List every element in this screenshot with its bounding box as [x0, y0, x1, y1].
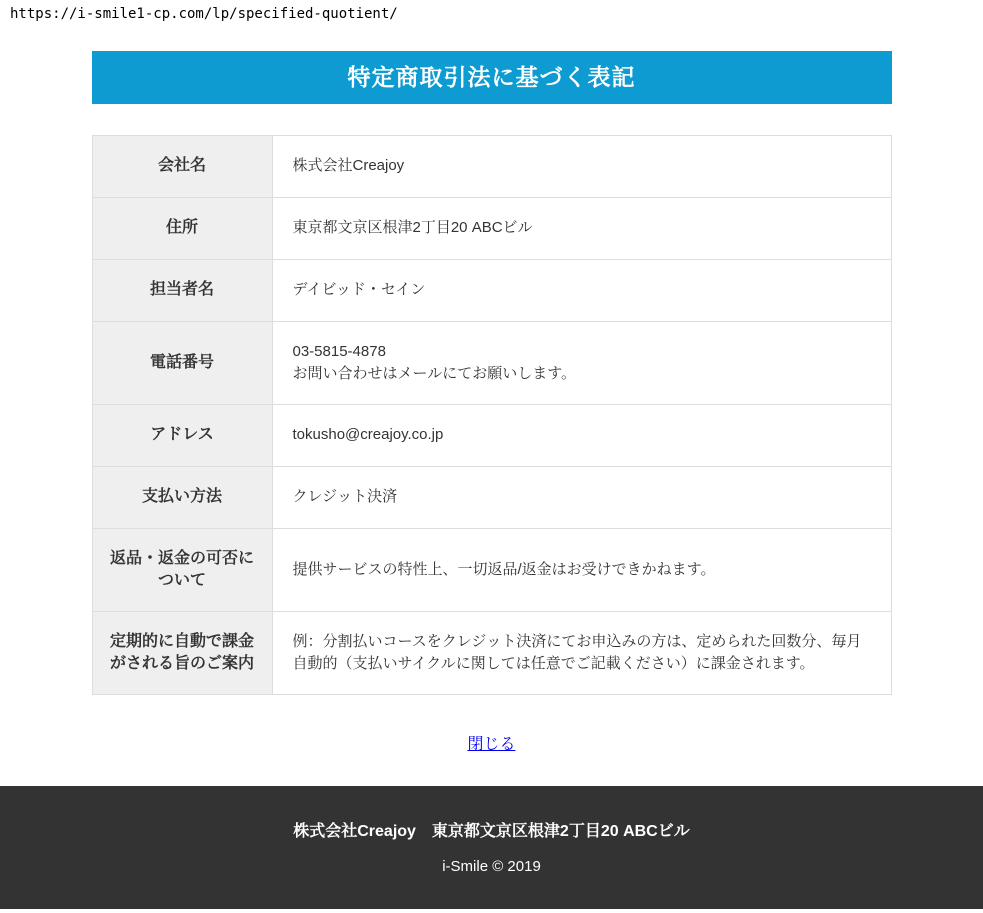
row-value	[272, 136, 891, 198]
main-content	[92, 51, 892, 754]
close-link[interactable]: 閉じる	[467, 736, 516, 753]
value-line: 例：分割払いコースをクレジット決済にてお申込みの方は、定められた回数分、毎月自動的（支払いサイクルに関しては任意でご記載ください）に課金されます。	[292, 632, 862, 672]
row-label: 会社名	[92, 136, 272, 198]
page-title-banner	[92, 51, 892, 104]
table-row-phone	[92, 322, 891, 405]
table-row-recurring-billing	[92, 612, 891, 695]
row-value	[272, 260, 891, 322]
row-value	[272, 405, 891, 467]
footer	[0, 786, 983, 909]
value-line: 提供サービスの特性上、一切返品/返金はお受けできかねます。	[292, 560, 716, 578]
row-value	[272, 612, 891, 695]
row-value	[272, 529, 891, 612]
value-line: 03-5815-4878	[292, 342, 386, 360]
footer-copyright: i-Smile © 2019	[442, 858, 541, 875]
row-label: 支払い方法	[92, 467, 272, 529]
close-link-container	[92, 731, 892, 754]
value-line: クレジット決済	[292, 488, 398, 506]
row-label: アドレス	[92, 405, 272, 467]
footer-company-address: 株式会社Creajoy 東京都文京区根津2丁目20 ABCビル	[293, 823, 690, 840]
value-line: tokusho@creajoy.co.jp	[292, 426, 444, 444]
row-label: 住所	[92, 198, 272, 260]
table-row-address	[92, 198, 891, 260]
row-label: 担当者名	[92, 260, 272, 322]
row-label: 返品・返金の可否について	[92, 529, 272, 612]
row-label: 電話番号	[92, 322, 272, 405]
row-value	[272, 467, 891, 529]
value-line: 東京都文京区根津2丁目20 ABCビル	[292, 219, 533, 237]
table-row-payment-method	[92, 467, 891, 529]
page-url: https://i-smile1-cp.com/lp/specified-quotient/	[10, 6, 398, 22]
table-row-company	[92, 136, 891, 198]
tokusho-table	[92, 135, 892, 695]
row-label: 定期的に自動で課金がされる旨のご案内	[92, 612, 272, 695]
value-line: 株式会社Creajoy	[292, 157, 405, 175]
table-row-email	[92, 405, 891, 467]
value-line: デイビッド・セイン	[292, 281, 426, 299]
table-row-contact-person	[92, 260, 891, 322]
value-line: お問い合わせはメールにてお願いします。	[292, 365, 577, 382]
table-row-refund-policy	[92, 529, 891, 612]
row-value	[272, 322, 891, 405]
page-title: 特定商取引法に基づく表記	[347, 64, 636, 90]
row-value	[272, 198, 891, 260]
